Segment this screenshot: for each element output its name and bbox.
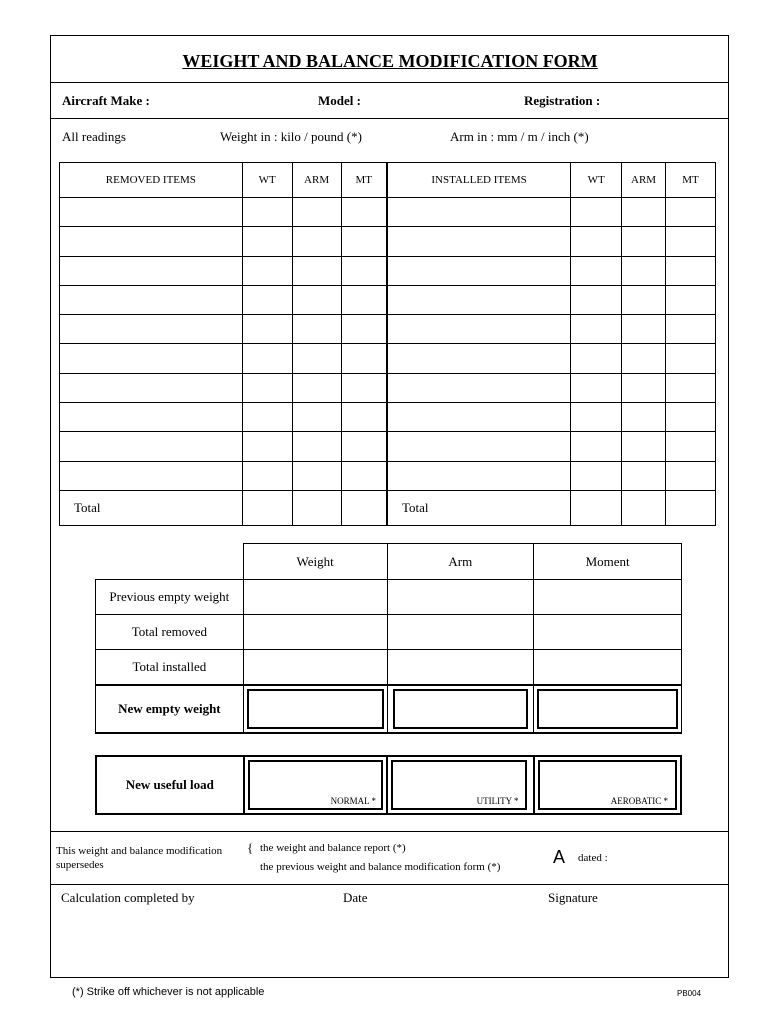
total-installed-weight-cell[interactable] xyxy=(243,650,387,685)
removed-arm-cell[interactable] xyxy=(292,227,341,256)
removed-total-wt[interactable] xyxy=(242,490,292,525)
removed-arm-cell[interactable] xyxy=(292,315,341,344)
installed-mt-cell[interactable] xyxy=(666,403,716,432)
removed-arm-cell[interactable] xyxy=(292,344,341,373)
removed-wt-header: WT xyxy=(242,163,292,198)
useful-load-aerobatic-cell[interactable] xyxy=(534,756,682,814)
installed-arm-cell[interactable] xyxy=(622,256,666,285)
removed-wt-cell[interactable] xyxy=(242,227,292,256)
total-removed-arm-cell[interactable] xyxy=(387,615,534,650)
model-label: Model : xyxy=(318,93,361,108)
installed-wt-cell[interactable] xyxy=(571,461,622,490)
arrow-letter: A xyxy=(553,847,566,867)
removed-mt-cell[interactable] xyxy=(341,403,387,432)
previous-empty-weight-weight-cell[interactable] xyxy=(243,580,387,615)
item-row xyxy=(60,285,716,314)
item-row xyxy=(60,315,716,344)
removed-mt-cell[interactable] xyxy=(341,256,387,285)
new-empty-weight-arm-box[interactable] xyxy=(393,689,529,729)
removed-mt-cell[interactable] xyxy=(341,432,387,461)
installed-total-wt[interactable] xyxy=(571,490,622,525)
installed-wt-cell[interactable] xyxy=(571,432,622,461)
installed-item-cell[interactable] xyxy=(387,285,571,314)
removed-mt-cell[interactable] xyxy=(341,285,387,314)
removed-mt-cell[interactable] xyxy=(341,315,387,344)
supersedes-option-previous-form[interactable]: the previous weight and balance modification form (*) xyxy=(260,861,501,873)
useful-load-utility-cell[interactable] xyxy=(387,756,533,814)
dated-label: dated : xyxy=(578,852,608,864)
removed-items-header: REMOVED ITEMS xyxy=(60,163,243,198)
readings-label: All readings xyxy=(62,129,126,144)
removed-wt-cell[interactable] xyxy=(242,344,292,373)
installed-arm-cell[interactable] xyxy=(622,315,666,344)
removed-arm-header: ARM xyxy=(292,163,341,198)
weight-unit-label: Weight in : kilo / pound (*) xyxy=(220,129,362,144)
installed-arm-header: ARM xyxy=(622,163,666,198)
installed-arm-cell[interactable] xyxy=(622,285,666,314)
total-installed-arm-cell[interactable] xyxy=(387,650,534,685)
previous-empty-weight-arm-cell[interactable] xyxy=(387,580,534,615)
installed-mt-cell[interactable] xyxy=(666,285,716,314)
removed-item-cell[interactable] xyxy=(60,461,243,490)
removed-mt-cell[interactable] xyxy=(341,344,387,373)
summary-header-row xyxy=(96,544,682,580)
installed-item-cell[interactable] xyxy=(387,198,571,227)
item-row xyxy=(60,461,716,490)
total-installed-moment-cell[interactable] xyxy=(534,650,682,685)
removed-mt-header: MT xyxy=(341,163,387,198)
item-row xyxy=(60,432,716,461)
removed-wt-cell[interactable] xyxy=(242,198,292,227)
removed-total-label: Total xyxy=(60,490,243,525)
installed-item-cell[interactable] xyxy=(387,315,571,344)
previous-empty-weight-moment-cell[interactable] xyxy=(534,580,682,615)
total-removed-row xyxy=(96,615,682,650)
removed-arm-cell[interactable] xyxy=(292,285,341,314)
divider xyxy=(50,884,729,885)
removed-item-cell[interactable] xyxy=(60,198,243,227)
removed-item-cell[interactable] xyxy=(60,285,243,314)
installed-mt-cell[interactable] xyxy=(666,373,716,402)
aircraft-make-label: Aircraft Make : xyxy=(62,93,150,108)
installed-wt-cell[interactable] xyxy=(571,285,622,314)
removed-item-cell[interactable] xyxy=(60,315,243,344)
removed-arm-cell[interactable] xyxy=(292,432,341,461)
arm-unit-label: Arm in : mm / m / inch (*) xyxy=(450,129,589,144)
installed-item-cell[interactable] xyxy=(387,432,571,461)
summary-table xyxy=(95,543,682,734)
supersedes-label-line2: supersedes xyxy=(56,859,104,871)
normal-category-label: NORMAL * xyxy=(330,796,377,806)
total-removed-label: Total removed xyxy=(96,615,244,650)
calculation-completed-by-label: Calculation completed by xyxy=(61,890,195,905)
removed-item-cell[interactable] xyxy=(60,256,243,285)
installed-wt-cell[interactable] xyxy=(571,227,622,256)
new-empty-weight-arm-cell[interactable] xyxy=(387,685,534,733)
installed-total-mt[interactable] xyxy=(666,490,716,525)
installed-mt-cell[interactable] xyxy=(666,227,716,256)
aerobatic-category-label: AEROBATIC * xyxy=(610,796,668,806)
installed-mt-header: MT xyxy=(666,163,716,198)
form-code: PB004 xyxy=(677,989,702,998)
removed-item-cell[interactable] xyxy=(60,403,243,432)
new-empty-weight-weight-box[interactable] xyxy=(247,689,384,729)
new-empty-weight-moment-box[interactable] xyxy=(537,689,678,729)
installed-item-cell[interactable] xyxy=(387,256,571,285)
footer-note: (*) Strike off whichever is not applicable xyxy=(72,986,265,998)
installed-wt-cell[interactable] xyxy=(571,344,622,373)
previous-empty-weight-row xyxy=(96,580,682,615)
item-row xyxy=(60,344,716,373)
removed-item-cell[interactable] xyxy=(60,432,243,461)
installed-arm-cell[interactable] xyxy=(622,403,666,432)
installed-arm-cell[interactable] xyxy=(622,344,666,373)
removed-wt-cell[interactable] xyxy=(242,432,292,461)
installed-item-cell[interactable] xyxy=(387,227,571,256)
removed-total-mt[interactable] xyxy=(341,490,387,525)
items-header-row xyxy=(60,163,716,198)
new-empty-weight-weight-cell[interactable] xyxy=(243,685,387,733)
removed-arm-cell[interactable] xyxy=(292,373,341,402)
new-empty-weight-label: New empty weight xyxy=(96,685,244,733)
removed-wt-cell[interactable] xyxy=(242,373,292,402)
removed-arm-cell[interactable] xyxy=(292,461,341,490)
installed-wt-cell[interactable] xyxy=(571,198,622,227)
removed-mt-cell[interactable] xyxy=(341,227,387,256)
installed-item-cell[interactable] xyxy=(387,344,571,373)
new-useful-load-label: New useful load xyxy=(96,756,244,814)
installed-total-arm[interactable] xyxy=(622,490,666,525)
removed-total-arm[interactable] xyxy=(292,490,341,525)
removed-mt-cell[interactable] xyxy=(341,461,387,490)
removed-item-cell[interactable] xyxy=(60,227,243,256)
weight-header: Weight xyxy=(243,544,387,580)
utility-category-label: UTILITY * xyxy=(476,796,519,806)
removed-wt-cell[interactable] xyxy=(242,285,292,314)
date-label: Date xyxy=(343,890,368,905)
useful-load-table xyxy=(95,755,682,815)
brace-symbol: { xyxy=(247,840,254,855)
removed-mt-cell[interactable] xyxy=(341,373,387,402)
item-row xyxy=(60,256,716,285)
installed-arm-cell[interactable] xyxy=(622,227,666,256)
supersedes-option-report[interactable]: the weight and balance report (*) xyxy=(260,842,406,854)
installed-arm-cell[interactable] xyxy=(622,373,666,402)
installed-mt-cell[interactable] xyxy=(666,461,716,490)
items-table xyxy=(59,162,716,526)
removed-arm-cell[interactable] xyxy=(292,198,341,227)
removed-item-cell[interactable] xyxy=(60,344,243,373)
signature-label: Signature xyxy=(548,890,598,905)
removed-wt-cell[interactable] xyxy=(242,461,292,490)
item-row xyxy=(60,373,716,402)
new-empty-weight-moment-cell[interactable] xyxy=(534,685,682,733)
installed-item-cell[interactable] xyxy=(387,461,571,490)
total-removed-weight-cell[interactable] xyxy=(243,615,387,650)
installed-mt-cell[interactable] xyxy=(666,315,716,344)
total-installed-label: Total installed xyxy=(96,650,244,685)
removed-wt-cell[interactable] xyxy=(242,256,292,285)
total-removed-moment-cell[interactable] xyxy=(534,615,682,650)
installed-wt-cell[interactable] xyxy=(571,256,622,285)
moment-header: Moment xyxy=(534,544,682,580)
installed-wt-cell[interactable] xyxy=(571,373,622,402)
removed-wt-cell[interactable] xyxy=(242,315,292,344)
item-row xyxy=(60,227,716,256)
removed-mt-cell[interactable] xyxy=(341,198,387,227)
installed-item-cell[interactable] xyxy=(387,403,571,432)
installed-mt-cell[interactable] xyxy=(666,256,716,285)
total-installed-row xyxy=(96,650,682,685)
installed-arm-cell[interactable] xyxy=(622,198,666,227)
divider xyxy=(50,118,729,119)
removed-arm-cell[interactable] xyxy=(292,403,341,432)
installed-total-label: Total xyxy=(387,490,571,525)
useful-load-normal-cell[interactable] xyxy=(244,756,387,814)
divider xyxy=(50,82,729,83)
removed-arm-cell[interactable] xyxy=(292,256,341,285)
installed-mt-cell[interactable] xyxy=(666,198,716,227)
installed-mt-cell[interactable] xyxy=(666,344,716,373)
removed-wt-cell[interactable] xyxy=(242,403,292,432)
installed-mt-cell[interactable] xyxy=(666,432,716,461)
previous-empty-weight-label: Previous empty weight xyxy=(96,580,244,615)
installed-arm-cell[interactable] xyxy=(622,432,666,461)
divider xyxy=(50,831,729,832)
item-row xyxy=(60,198,716,227)
removed-item-cell[interactable] xyxy=(60,373,243,402)
registration-label: Registration : xyxy=(524,93,601,108)
form-title: WEIGHT AND BALANCE MODIFICATION FORM xyxy=(182,51,598,71)
arm-header: Arm xyxy=(387,544,534,580)
installed-wt-cell[interactable] xyxy=(571,403,622,432)
supersedes-label-line1: This weight and balance modification xyxy=(56,845,223,857)
installed-arm-cell[interactable] xyxy=(622,461,666,490)
installed-items-header: INSTALLED ITEMS xyxy=(387,163,571,198)
installed-wt-cell[interactable] xyxy=(571,315,622,344)
new-empty-weight-row xyxy=(96,685,682,733)
installed-item-cell[interactable] xyxy=(387,373,571,402)
items-total-row xyxy=(60,490,716,525)
installed-wt-header: WT xyxy=(571,163,622,198)
item-row xyxy=(60,403,716,432)
